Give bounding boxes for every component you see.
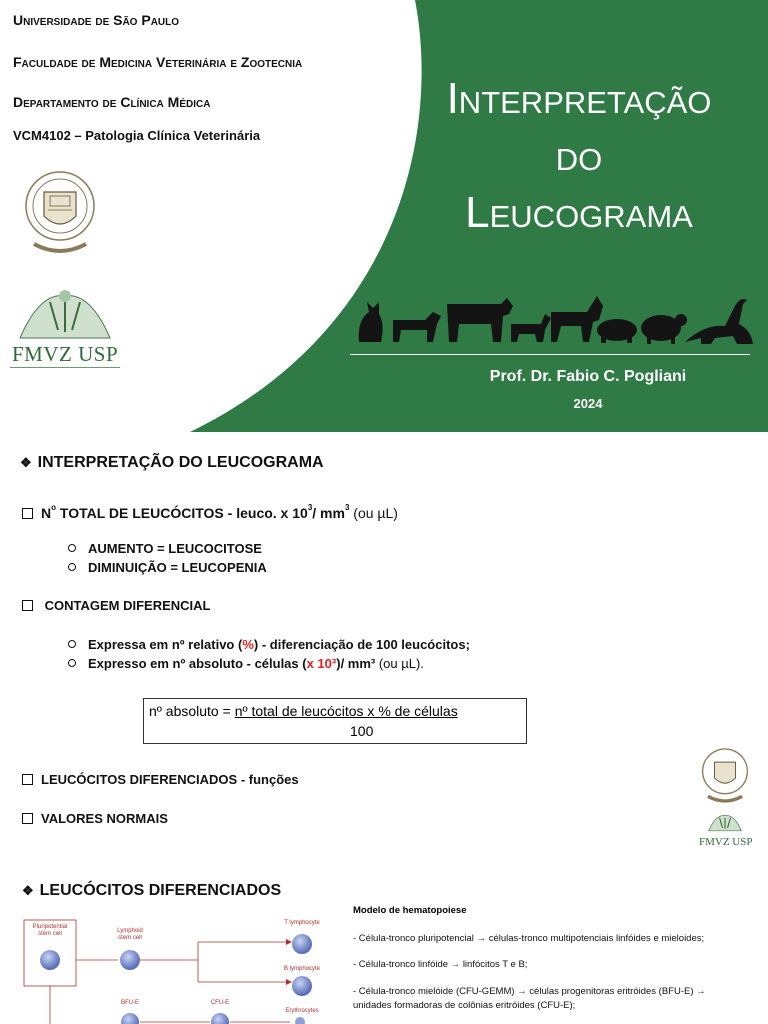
slide2-heading <box>20 454 324 472</box>
fmvz-usp-logo-small-text: FMVZ USP <box>699 836 753 848</box>
label-lymphoid-1: Lymphoid <box>117 928 143 934</box>
pluripotent-cell <box>40 950 60 970</box>
hematopoiesis-line-3: - Célula-tronco mielóide (CFU-GEMM) → células progenitoras eritróides (BFU-E) → <box>353 986 706 997</box>
total-label: TOTAL DE LEUCÓCITOS - leuco. x 10 <box>56 505 308 521</box>
content-slide-leucocitos <box>0 872 768 1024</box>
course-name: VCM4102 – Patologia Clínica Veterinária <box>13 128 261 143</box>
checkbox-bullet-icon <box>22 813 33 824</box>
relative-count-item <box>68 637 470 652</box>
b-lymphocyte-cell <box>292 976 312 996</box>
total-prefix: N <box>41 505 52 521</box>
title-line-3: Leucograma <box>465 188 693 237</box>
differential-count-text: CONTAGEM DIFERENCIAL <box>44 598 211 613</box>
department-name: Departamento de Clínica Médica <box>13 94 211 110</box>
formula-rhs: nº total de leucócitos x % de células <box>234 703 458 719</box>
slide3-heading <box>22 882 281 900</box>
total-suffix: (ou µL) <box>349 505 398 521</box>
label-b-lymphocyte: B lymphocyte <box>283 966 321 972</box>
title-line-1: Interpretação <box>446 74 712 123</box>
circle-bullet-icon <box>68 659 76 667</box>
circle-bullet-icon <box>68 563 76 571</box>
leukocyte-functions-item <box>22 772 299 787</box>
title-slide <box>0 0 768 432</box>
logo-underline <box>10 367 120 368</box>
formula-lhs: nº absoluto = <box>149 703 235 719</box>
professor-name: Prof. Dr. Fabio C. Pogliani <box>489 368 687 385</box>
slide3-heading-text: LEUCÓCITOS DIFERENCIADOS <box>39 882 282 899</box>
usp-seal-icon <box>22 162 98 258</box>
absolute-c: (ou µL). <box>375 656 424 671</box>
bfu-e-cell <box>121 1013 139 1024</box>
sub-item-text: AUMENTO = LEUCOCITOSE <box>88 541 262 556</box>
lymphoid-cell <box>120 950 140 970</box>
hematopoiesis-line-1: - Célula-tronco pluripotencial → células-tronco multipotenciais linfóides e mieloides; <box>353 933 705 944</box>
t-lymphocyte-cell <box>292 934 312 954</box>
hematopoiesis-model-title: Modelo de hematopoiese <box>353 905 467 916</box>
absolute-red: x 10³ <box>306 656 337 671</box>
label-t-lymphocyte: T lymphocyte <box>284 920 320 926</box>
usp-seal-small-icon <box>700 742 750 806</box>
label-cfu-e: CFU-E <box>210 1000 230 1006</box>
label-lymphoid-2: stem cell <box>118 935 142 941</box>
relative-a: Expressa em nº relativo ( <box>88 637 243 652</box>
sub-item-text: DIMINUIÇÃO = LEUCOPENIA <box>88 560 267 575</box>
fmvz-statue-logo-icon <box>10 282 120 340</box>
total-sup1: 3 <box>307 503 313 512</box>
erythrocyte-cell <box>295 1017 305 1024</box>
presentation-title <box>420 70 738 241</box>
diamond-bullet-icon: ❖ <box>22 883 34 898</box>
formula-denominator: 100 <box>350 723 374 739</box>
label-pluripotent-1: Pluripotential <box>32 924 68 930</box>
checkbox-bullet-icon <box>22 774 33 785</box>
title-divider <box>350 354 750 355</box>
total-mid: / mm <box>312 505 345 521</box>
checkbox-bullet-icon <box>22 600 33 611</box>
cfu-e-cell <box>211 1013 229 1024</box>
label-bfu-e: BFU-E <box>121 1000 139 1006</box>
formula-box <box>143 698 527 744</box>
label-erythrocytes: Erythrocytes <box>285 1008 319 1014</box>
slide2-heading-text: INTERPRETAÇÃO DO LEUCOGRAMA <box>37 454 324 471</box>
differential-count-item <box>22 598 211 613</box>
absolute-a: Expresso em nº absoluto - células ( <box>88 656 307 671</box>
hematopoiesis-line-4: unidades formadoras de colônias eritróides (CFU-E); <box>353 1000 576 1011</box>
circle-bullet-icon <box>68 544 76 552</box>
hematopoiesis-line-2: - Célula-tronco linfóide → linfócitos T e B; <box>353 959 528 970</box>
normal-values-item <box>22 811 168 826</box>
total-sup2: 3 <box>344 503 350 512</box>
total-prefix-sup: o <box>51 503 57 512</box>
sub-item-leucopenia <box>68 560 267 575</box>
faculty-name: Faculdade de Medicina Veterinária e Zootecnia <box>13 54 303 70</box>
relative-b: ) - diferenciação de 100 leucócitos; <box>253 637 470 652</box>
circle-bullet-icon <box>68 640 76 648</box>
sub-item-leucocitose <box>68 541 262 556</box>
animal-silhouettes-icon <box>355 290 755 350</box>
relative-red: % <box>242 637 254 652</box>
leukocyte-functions-text: LEUCÓCITOS DIFERENCIADOS - funções <box>41 772 299 787</box>
fmvz-statue-logo-small-icon <box>705 806 745 836</box>
label-pluripotent-2: stem cell <box>38 931 62 937</box>
absolute-b: )/ mm³ <box>336 656 376 671</box>
content-slide-leucograma <box>0 436 768 868</box>
total-leukocytes-item <box>22 505 398 521</box>
fmvz-usp-logo-text: FMVZ USP <box>12 342 119 366</box>
diamond-bullet-icon: ❖ <box>20 455 32 470</box>
formula-numerator <box>149 703 458 719</box>
title-line-2: do <box>555 131 603 180</box>
normal-values-text: VALORES NORMAIS <box>41 811 168 826</box>
checkbox-bullet-icon <box>22 508 33 519</box>
hematopoiesis-diagram <box>20 914 340 1024</box>
year-label: 2024 <box>573 396 603 411</box>
university-name: Universidade de São Paulo <box>13 12 180 28</box>
absolute-count-item <box>68 656 424 671</box>
